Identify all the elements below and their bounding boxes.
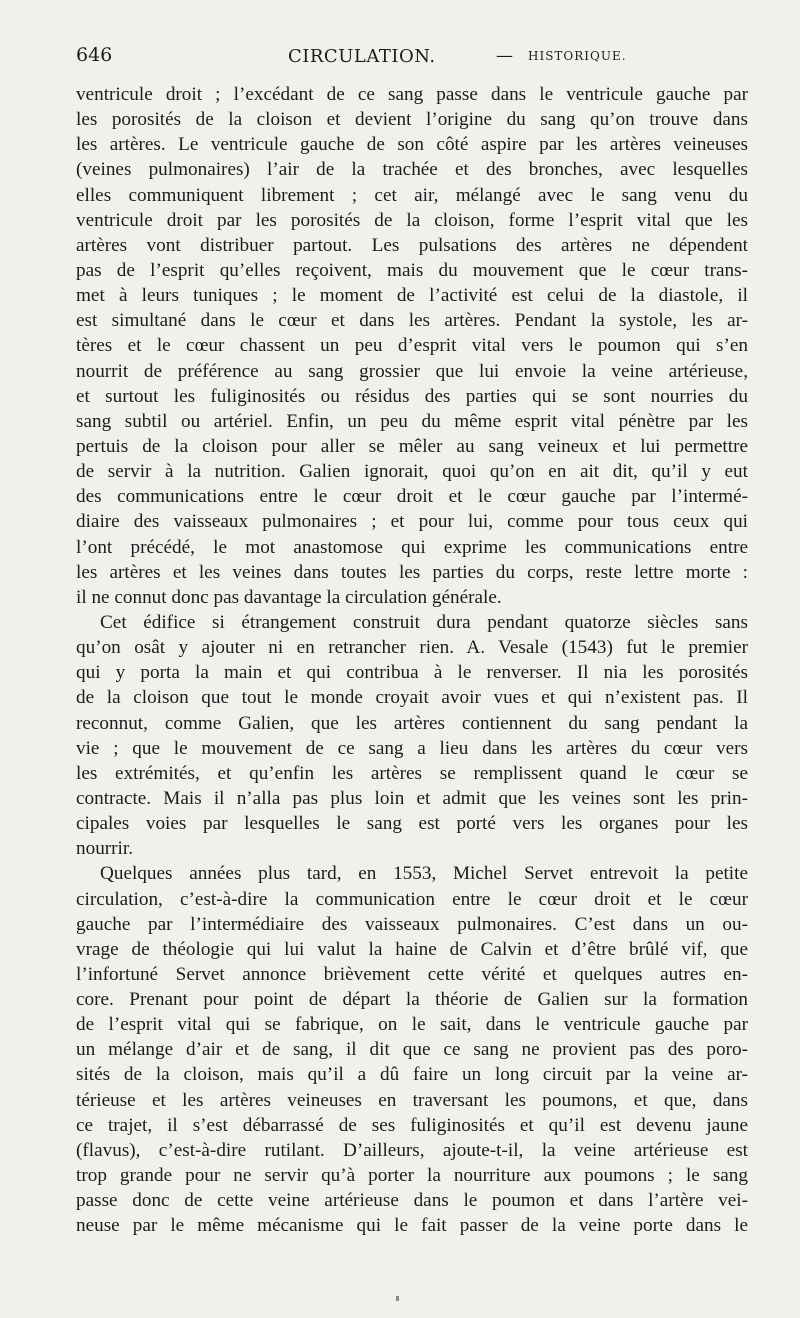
running-title: CIRCULATION. [288,46,436,67]
text-line: les artères. Le ventricule gauche de son côté aspire par les artères veineuses [76,134,748,156]
ink-speck [396,1296,399,1301]
text-line: qui y porta la main et qui contribua à le renverser. Il nia les porosités [76,662,748,684]
text-line: ventricule droit par les porosités de la cloison, forme l’esprit vital que les [76,209,748,231]
text-line: pas de l’esprit qu’elles reçoivent, mais du mouvement que le cœur trans- [76,259,748,281]
text-line: les artères et les veines dans toutes les parties du corps, reste lettre morte : [76,561,748,583]
text-line: artères vont distribuer partout. Les pulsations des artères ne dépendent [76,234,748,256]
body-text [76,82,748,1238]
text-line: pertuis de la cloison pour aller se mêler au sang veineux et lui permettre [76,435,748,457]
text-line: et surtout les fuliginosités ou résidus des parties qui se sont nourries du [76,385,748,407]
text-line: elles communiquent librement ; cet air, mélangé avec le sang venu du [76,184,748,206]
text-line: sités de la cloison, mais qu’il a dû faire un long circuit par la veine ar- [76,1064,748,1086]
text-line: Quelques années plus tard, en 1553, Michel Servet entrevoit la petite [100,863,748,885]
text-line: circulation, c’est-à-dire la communication entre le cœur droit et le cœur [76,888,748,910]
text-line: de l’esprit vital qui se fabrique, on le sait, dans le ventricule gauche par [76,1014,748,1036]
text-line: passe donc de cette veine artérieuse dans le poumon et dans l’artère vei- [76,1190,748,1212]
text-line: de la cloison que tout le monde croyait avoir vues et qui n’existent pas. Il [76,687,748,709]
running-dash: — [496,46,513,66]
text-line: reconnut, comme Galien, que les artères contiennent du sang pendant la [76,712,748,734]
text-line: Cet édifice si étrangement construit dura pendant quatorze siècles sans [100,611,748,633]
text-line: tères et le cœur chassent un peu d’esprit vital vers le poumon qui s’en [76,335,748,357]
text-line: un mélange d’air et de sang, il dit que ce sang ne provient pas des poro- [76,1039,748,1061]
text-line: gauche par l’intermédiaire des vaisseaux pulmonaires. C’est dans un ou- [76,913,748,935]
running-header [76,44,748,74]
text-line: l’infortuné Servet annonce brièvement cette vérité et quelques autres en- [76,963,748,985]
text-line: les porosités de la cloison et devient l’origine du sang qu’on trouve dans [76,109,748,131]
text-line: contracte. Mais il n’alla pas plus loin et admit que les veines sont les prin- [76,787,748,809]
text-line: neuse par le même mécanisme qui le fait passer de la veine porte dans le [76,1215,748,1237]
text-line: met à leurs tuniques ; le moment de l’activité est celui de la diastole, il [76,285,748,307]
text-line: qu’on osât y ajouter ni en retrancher rien. A. Vesale (1543) fut le premier [76,637,748,659]
text-line: vrage de théologie qui lui valut la haine de Calvin et d’être brûlé vif, que [76,938,748,960]
text-line: est simultané dans le cœur et dans les artères. Pendant la systole, les ar- [76,310,748,332]
text-line: il ne connut donc pas davantage la circulation générale. [76,586,502,608]
text-line: (flavus), c’est-à-dire rutilant. D’ailleurs, ajoute-t-il, la veine artérieuse est [76,1139,748,1161]
text-line: core. Prenant pour point de départ la théorie de Galien sur la formation [76,989,748,1011]
text-line: de servir à la nutrition. Galien ignorait, quoi qu’on en ait dit, qu’il y eut [76,461,748,483]
text-line: les extrémités, et qu’enfin les artères se remplissent quand le cœur se [76,762,748,784]
text-line: nourrit de préférence au sang grossier que lui envoie la veine artérieuse, [76,360,748,382]
text-line: vie ; que le mouvement de ce sang a lieu dans les artères du cœur vers [76,737,748,759]
text-line: l’ont précédé, le mot anastomose qui exprime les communications entre [76,536,748,558]
text-line: ventricule droit ; l’excédant de ce sang passe dans le ventricule gauche par [76,84,748,105]
text-line: térieuse et les artères veineuses en traversant les poumons, et que, dans [76,1089,748,1111]
text-line: diaire des vaisseaux pulmonaires ; et pour lui, comme pour tous ceux qui [76,511,748,533]
text-line: sang subtil ou artériel. Enfin, un peu du même esprit vital pénètre par les [76,410,748,432]
text-line: nourrir. [76,838,134,860]
text-line: des communications entre le cœur droit et le cœur gauche par l’intermé- [76,486,748,508]
text-line: (veines pulmonaires) l’air de la trachée et des bronches, avec lesquelles [76,159,748,181]
text-line: trop grande pour ne servir qu’à porter la nourriture aux poumons ; le sang [76,1165,748,1187]
text-line: ce trajet, il s’est débarrassé de ses fuliginosités et qu’il est devenu jaune [76,1114,748,1136]
page-number: 646 [76,44,113,66]
running-subtitle: HISTORIQUE. [528,49,627,63]
text-line: cipales voies par lesquelles le sang est porté vers les organes pour les [76,813,748,835]
